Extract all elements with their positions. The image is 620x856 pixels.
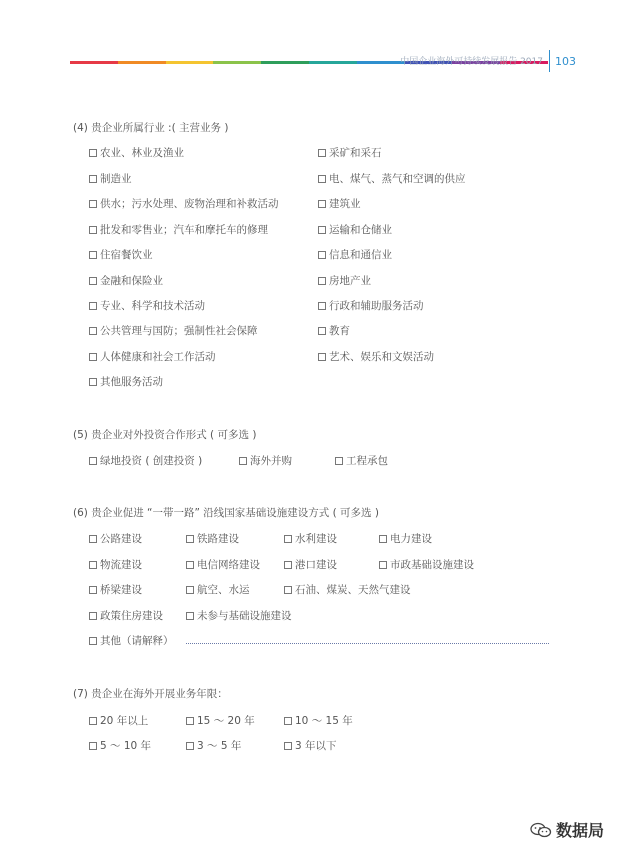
stripe-segment xyxy=(261,61,309,64)
checkbox[interactable] xyxy=(89,457,97,465)
option-label: 海外并购 xyxy=(250,455,292,467)
option-label: 采矿和采石 xyxy=(329,147,382,159)
checkbox[interactable] xyxy=(89,586,97,594)
industry-option[interactable] xyxy=(89,374,163,389)
checkbox[interactable] xyxy=(89,175,97,183)
option-label: 电、煤气、蒸气和空调的供应 xyxy=(329,173,466,185)
industry-option[interactable] xyxy=(318,222,392,237)
checkbox[interactable] xyxy=(318,226,326,234)
infrastructure-option[interactable] xyxy=(284,557,337,572)
checkbox[interactable] xyxy=(89,251,97,259)
checkbox[interactable] xyxy=(318,175,326,183)
option-label: 绿地投资 ( 创建投资 ) xyxy=(100,455,203,467)
option-label: 其他服务活动 xyxy=(100,376,163,388)
industry-option[interactable] xyxy=(318,247,392,262)
years-option[interactable] xyxy=(89,738,151,753)
years-option[interactable] xyxy=(89,713,148,728)
checkbox[interactable] xyxy=(186,535,194,543)
checkbox[interactable] xyxy=(89,327,97,335)
industry-option[interactable] xyxy=(89,323,258,338)
checkbox[interactable] xyxy=(89,149,97,157)
checkbox[interactable] xyxy=(89,200,97,208)
checkbox[interactable] xyxy=(89,378,97,386)
industry-option[interactable] xyxy=(89,222,268,237)
option-label: 人体健康和社会工作活动 xyxy=(100,351,216,363)
checkbox[interactable] xyxy=(186,586,194,594)
industry-option[interactable] xyxy=(318,171,466,186)
option-label: 石油、煤炭、天然气建设 xyxy=(295,584,411,596)
investment-option[interactable] xyxy=(89,453,202,468)
option-label: 20 年以上 xyxy=(100,715,149,727)
option-label: 航空、水运 xyxy=(197,584,250,596)
industry-option[interactable] xyxy=(89,298,205,313)
checkbox[interactable] xyxy=(89,742,97,750)
option-label: 金融和保险业 xyxy=(100,275,163,287)
infrastructure-other-option[interactable] xyxy=(89,633,174,648)
option-label: 铁路建设 xyxy=(197,533,239,545)
checkbox[interactable] xyxy=(318,149,326,157)
checkbox[interactable] xyxy=(318,353,326,361)
infrastructure-option[interactable] xyxy=(89,582,142,597)
option-label: 物流建设 xyxy=(100,559,142,571)
infrastructure-option[interactable] xyxy=(186,531,239,546)
option-label: 运输和仓储业 xyxy=(329,224,392,236)
option-label: 政策住房建设 xyxy=(100,610,163,622)
checkbox[interactable] xyxy=(379,561,387,569)
years-option[interactable] xyxy=(186,713,255,728)
industry-option[interactable] xyxy=(318,145,382,160)
industry-option[interactable] xyxy=(89,196,279,211)
question-6-title: (6) 贵企业促进 “一带一路” 沿线国家基础设施建设方式 ( 可多选 ) xyxy=(73,507,379,519)
infrastructure-option[interactable] xyxy=(379,557,474,572)
checkbox[interactable] xyxy=(335,457,343,465)
option-label: 15 ～ 20 年 xyxy=(197,715,255,727)
checkbox[interactable] xyxy=(379,535,387,543)
checkbox[interactable] xyxy=(186,717,194,725)
checkbox[interactable] xyxy=(284,742,292,750)
option-label: 制造业 xyxy=(100,173,132,185)
infrastructure-option[interactable] xyxy=(186,582,250,597)
question-7-title: (7) 贵企业在海外开展业务年限： xyxy=(73,688,228,700)
wechat-icon xyxy=(530,822,552,838)
infrastructure-option[interactable] xyxy=(284,582,411,597)
option-label: 信息和通信业 xyxy=(329,249,392,261)
infrastructure-option[interactable] xyxy=(284,531,337,546)
option-label: 公路建设 xyxy=(100,533,142,545)
checkbox[interactable] xyxy=(284,586,292,594)
option-label: 未参与基础设施建设 xyxy=(197,610,292,622)
checkbox[interactable] xyxy=(89,277,97,285)
checkbox[interactable] xyxy=(89,353,97,361)
page-number: 103 xyxy=(555,55,576,68)
option-label: 其他（请解释） xyxy=(100,635,174,647)
stripe-segment xyxy=(213,61,261,64)
option-label: 住宿餐饮业 xyxy=(100,249,153,261)
checkbox[interactable] xyxy=(186,561,194,569)
option-label: 桥梁建设 xyxy=(100,584,142,596)
option-label: 电力建设 xyxy=(390,533,432,545)
option-label: 公共管理与国防；强制性社会保障 xyxy=(100,325,258,337)
option-label: 批发和零售业；汽车和摩托车的修理 xyxy=(100,224,268,236)
checkbox[interactable] xyxy=(89,535,97,543)
explain-input-line[interactable] xyxy=(186,643,549,644)
option-label: 港口建设 xyxy=(295,559,337,571)
checkbox[interactable] xyxy=(186,742,194,750)
checkbox[interactable] xyxy=(239,457,247,465)
option-label: 房地产业 xyxy=(329,275,371,287)
option-label: 专业、科学和技术活动 xyxy=(100,300,205,312)
industry-option[interactable] xyxy=(318,349,434,364)
checkbox[interactable] xyxy=(89,226,97,234)
years-option[interactable] xyxy=(284,738,337,753)
checkbox[interactable] xyxy=(318,200,326,208)
industry-option[interactable] xyxy=(89,247,153,262)
investment-option[interactable] xyxy=(239,453,292,468)
checkbox[interactable] xyxy=(318,277,326,285)
watermark xyxy=(530,818,604,841)
industry-option[interactable] xyxy=(318,323,350,338)
industry-option[interactable] xyxy=(89,145,184,160)
checkbox[interactable] xyxy=(318,302,326,310)
option-label: 市政基础设施建设 xyxy=(390,559,474,571)
stripe-segment xyxy=(70,61,118,64)
industry-option[interactable] xyxy=(318,298,424,313)
checkbox[interactable] xyxy=(89,612,97,620)
option-label: 3 年以下 xyxy=(295,740,337,752)
option-label: 3 ～ 5 年 xyxy=(197,740,242,752)
watermark-text: 数据局 xyxy=(556,821,605,840)
industry-option[interactable] xyxy=(89,349,216,364)
question-5-title: (5) 贵企业对外投资合作形式 ( 可多选 ) xyxy=(73,429,257,441)
industry-option[interactable] xyxy=(318,196,361,211)
industry-option[interactable] xyxy=(89,171,132,186)
checkbox[interactable] xyxy=(89,302,97,310)
infrastructure-option[interactable] xyxy=(186,608,292,623)
checkbox[interactable] xyxy=(89,561,97,569)
checkbox[interactable] xyxy=(186,612,194,620)
infrastructure-option[interactable] xyxy=(89,608,163,623)
question-4-title: (4) 贵企业所属行业 :( 主营业务 ) xyxy=(73,122,229,134)
option-label: 供水；污水处理、废物治理和补救活动 xyxy=(100,198,279,210)
years-option[interactable] xyxy=(186,738,241,753)
stripe-segment xyxy=(118,61,166,64)
industry-option[interactable] xyxy=(318,273,371,288)
option-label: 5 ～ 10 年 xyxy=(100,740,152,752)
checkbox[interactable] xyxy=(284,717,292,725)
header-divider xyxy=(549,50,550,72)
years-option[interactable] xyxy=(284,713,353,728)
checkbox[interactable] xyxy=(89,637,97,645)
option-label: 10 ～ 15 年 xyxy=(295,715,353,727)
investment-option[interactable] xyxy=(335,453,388,468)
stripe-segment xyxy=(357,61,405,64)
stripe-segment xyxy=(309,61,357,64)
stripe-segment xyxy=(166,61,214,64)
option-label: 农业、林业及渔业 xyxy=(100,147,184,159)
option-label: 建筑业 xyxy=(329,198,361,210)
option-label: 艺术、娱乐和文娱活动 xyxy=(329,351,434,363)
infrastructure-option[interactable] xyxy=(186,557,260,572)
report-title: 中国企业海外可持续发展报告 2017 xyxy=(400,57,543,67)
checkbox[interactable] xyxy=(89,717,97,725)
infrastructure-option[interactable] xyxy=(89,557,142,572)
industry-option[interactable] xyxy=(89,273,163,288)
checkbox[interactable] xyxy=(284,535,292,543)
option-label: 电信网络建设 xyxy=(197,559,260,571)
checkbox[interactable] xyxy=(318,327,326,335)
checkbox[interactable] xyxy=(284,561,292,569)
option-label: 水利建设 xyxy=(295,533,337,545)
infrastructure-option[interactable] xyxy=(379,531,432,546)
option-label: 行政和辅助服务活动 xyxy=(329,300,424,312)
option-label: 工程承包 xyxy=(346,455,388,467)
checkbox[interactable] xyxy=(318,251,326,259)
option-label: 教育 xyxy=(329,325,350,337)
infrastructure-option[interactable] xyxy=(89,531,142,546)
